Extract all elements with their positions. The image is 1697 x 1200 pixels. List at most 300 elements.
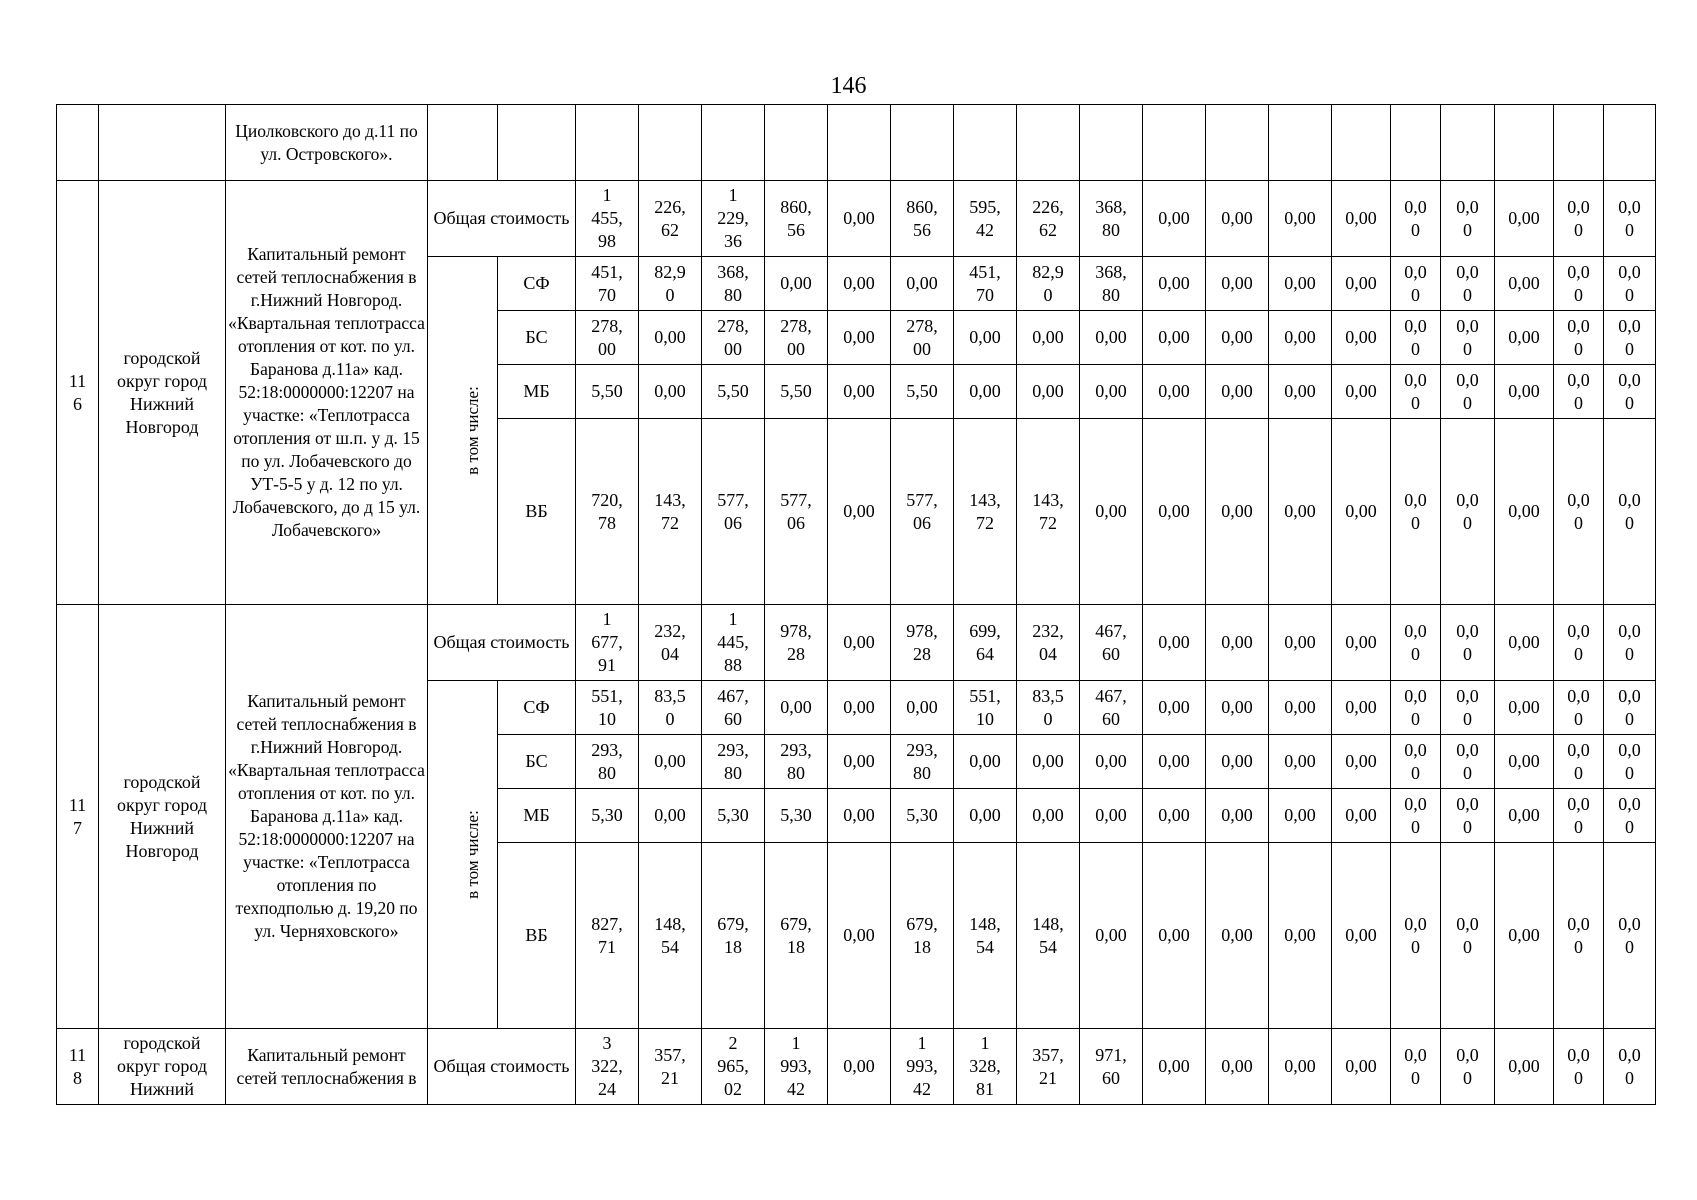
value-cell xyxy=(1441,105,1495,181)
value-line: 21 xyxy=(661,1067,679,1088)
zero-value: 0,0 xyxy=(1456,793,1479,814)
value-line: 21 xyxy=(1039,1067,1057,1088)
value-line: 0,00 xyxy=(906,697,938,717)
value-cell xyxy=(1554,257,1604,311)
value-cell xyxy=(1206,605,1269,681)
zero-value: 0 xyxy=(1574,392,1583,413)
including-label: в том числе: xyxy=(462,810,482,899)
value-line: 56 xyxy=(787,219,805,240)
value-line: 143, xyxy=(1032,489,1064,510)
value-cell xyxy=(576,1029,639,1105)
value-cell xyxy=(1206,105,1269,181)
value-line: 467, xyxy=(717,685,749,706)
table-row xyxy=(57,105,1656,181)
zero-value: 0 xyxy=(1463,708,1472,729)
value-cell xyxy=(1269,1029,1332,1105)
zero-value: 0,00 xyxy=(1508,501,1540,521)
value-line: 83,5 xyxy=(1032,685,1064,706)
zero-value: 0,00 xyxy=(1158,1056,1190,1076)
value-cell xyxy=(765,843,828,1029)
zero-value: 0 xyxy=(1625,708,1634,729)
zero-value: 0 xyxy=(1625,338,1634,359)
value-cell xyxy=(1554,843,1604,1029)
value-cell xyxy=(1495,257,1554,311)
table-row xyxy=(57,1029,1656,1105)
value-line: 0,00 xyxy=(843,501,875,521)
value-cell xyxy=(1269,181,1332,257)
value-line: 54 xyxy=(976,936,994,957)
zero-value: 0,0 xyxy=(1618,315,1641,336)
value-line: 0,00 xyxy=(969,327,1001,347)
value-line: 860, xyxy=(906,196,938,217)
value-line: 357, xyxy=(1032,1044,1064,1065)
value-cell xyxy=(1391,681,1441,735)
zero-value: 0,0 xyxy=(1618,1044,1641,1065)
zero-value: 0,00 xyxy=(1345,632,1377,652)
zero-value: 0,00 xyxy=(1158,632,1190,652)
value-cell xyxy=(891,105,954,181)
zero-value: 0 xyxy=(1463,219,1472,240)
value-cell xyxy=(702,311,765,365)
zero-value: 0 xyxy=(1411,708,1420,729)
value-line: 0,00 xyxy=(1032,327,1064,347)
total-cost-label: Общая стоимость xyxy=(428,181,576,257)
value-line: 2 xyxy=(728,1033,738,1053)
value-line: 0,00 xyxy=(1095,805,1127,825)
value-line: 24 xyxy=(598,1079,616,1099)
zero-value: 0,0 xyxy=(1618,739,1641,760)
value-cell xyxy=(1495,365,1554,419)
value-line: 0,00 xyxy=(843,1056,875,1076)
value-cell xyxy=(954,1029,1017,1105)
value-cell xyxy=(1332,605,1391,681)
value-cell xyxy=(1332,735,1391,789)
value-line: 0,00 xyxy=(843,273,875,293)
value-cell xyxy=(954,605,1017,681)
value-line: 83,5 xyxy=(654,685,686,706)
value-line: 62 xyxy=(661,219,679,240)
value-cell xyxy=(1441,789,1495,843)
value-line: 28 xyxy=(787,643,805,664)
zero-value: 0 xyxy=(1463,816,1472,837)
zero-value: 0,00 xyxy=(1158,381,1190,401)
value-cell xyxy=(1332,419,1391,605)
value-line: 322, xyxy=(591,1056,623,1076)
value-cell xyxy=(1604,843,1656,1029)
zero-value: 0,0 xyxy=(1567,1044,1590,1065)
value-line: 0,00 xyxy=(969,751,1001,771)
value-line: 551, xyxy=(969,685,1001,706)
value-cell xyxy=(891,605,954,681)
value-line: 04 xyxy=(661,643,679,664)
description-cell: Капитальный ремонт сетей теплоснабжения в г.Нижний Новгород. «Квартальная теплотрасса отопления от кот. по ул. Баранова д.11а» кад. 52:18:0000000:12207 на участке: «Теплотрасса отопления от ш.п. у д. 15 по ул. Лобачевского до УТ-5-5 у д. 12 по ул. Лобачевского, до д 15 ул. Лобачевского» xyxy=(226,181,428,605)
value-cell xyxy=(1143,843,1206,1029)
zero-value: 0,00 xyxy=(1221,805,1253,825)
value-cell xyxy=(891,419,954,605)
value-line: 1 xyxy=(980,1033,990,1053)
zero-value: 0 xyxy=(1411,1067,1420,1088)
value-cell xyxy=(1143,605,1206,681)
value-line: 293, xyxy=(906,739,938,760)
value-cell xyxy=(639,181,702,257)
value-cell xyxy=(1206,257,1269,311)
zero-value: 0 xyxy=(1574,936,1583,957)
zero-value: 0,00 xyxy=(1508,381,1540,401)
zero-value: 0,00 xyxy=(1158,925,1190,945)
zero-value: 0 xyxy=(1574,512,1583,533)
zero-value: 0 xyxy=(1463,392,1472,413)
value-line: 80 xyxy=(724,284,742,305)
funding-source-label: МБ xyxy=(498,789,576,843)
value-line: 0,00 xyxy=(843,327,875,347)
value-line: 54 xyxy=(661,936,679,957)
value-line: 143, xyxy=(969,489,1001,510)
value-cell xyxy=(1269,365,1332,419)
value-cell xyxy=(576,365,639,419)
value-cell xyxy=(1391,181,1441,257)
zero-value: 0,0 xyxy=(1567,739,1590,760)
value-cell xyxy=(828,605,891,681)
zero-value: 0 xyxy=(1625,392,1634,413)
value-line: 226, xyxy=(1032,196,1064,217)
value-line: 28 xyxy=(913,643,931,664)
zero-value: 0,0 xyxy=(1567,793,1590,814)
value-cell xyxy=(765,1029,828,1105)
value-cell xyxy=(1554,311,1604,365)
municipality-cell: городской округ город Нижний Новгород xyxy=(99,181,226,605)
value-cell xyxy=(1391,605,1441,681)
value-cell xyxy=(954,735,1017,789)
value-line: 98 xyxy=(598,231,616,251)
value-line: 7 xyxy=(73,817,82,838)
zero-value: 0 xyxy=(1625,284,1634,305)
zero-value: 0,00 xyxy=(1158,805,1190,825)
value-cell xyxy=(954,311,1017,365)
total-cost-label: Общая стоимость xyxy=(428,1029,576,1105)
value-cell xyxy=(1080,419,1143,605)
zero-value: 0,00 xyxy=(1508,805,1540,825)
description-cell: Циолковского до д.11 по ул. Островского». xyxy=(226,105,428,181)
value-line: 1 xyxy=(728,609,738,629)
value-line: 54 xyxy=(1039,936,1057,957)
value-cell xyxy=(765,605,828,681)
value-line: 0,00 xyxy=(843,381,875,401)
zero-value: 0,0 xyxy=(1567,261,1590,282)
value-line: 72 xyxy=(1039,512,1057,533)
value-cell xyxy=(828,681,891,735)
value-line: 18 xyxy=(724,936,742,957)
value-line: 278, xyxy=(906,315,938,336)
value-cell xyxy=(639,311,702,365)
value-cell xyxy=(828,735,891,789)
value-line: 06 xyxy=(787,512,805,533)
value-cell xyxy=(1391,1029,1441,1105)
value-line: 0,00 xyxy=(1095,501,1127,521)
zero-value: 0,00 xyxy=(1284,697,1316,717)
zero-value: 0,0 xyxy=(1567,196,1590,217)
zero-value: 0,00 xyxy=(1508,697,1540,717)
value-cell xyxy=(1206,365,1269,419)
value-line: 0,00 xyxy=(843,805,875,825)
value-line: 70 xyxy=(976,284,994,305)
funding-source-label: БС xyxy=(498,311,576,365)
value-cell xyxy=(702,257,765,311)
zero-value: 0 xyxy=(1574,338,1583,359)
value-line: 0 xyxy=(1043,284,1053,305)
value-line: 971, xyxy=(1095,1044,1127,1065)
zero-value: 0,0 xyxy=(1456,369,1479,390)
zero-value: 0,00 xyxy=(1345,381,1377,401)
value-cell xyxy=(1391,365,1441,419)
value-line: 5,50 xyxy=(780,381,812,401)
value-cell xyxy=(1017,681,1080,735)
value-cell xyxy=(954,181,1017,257)
value-line: 81 xyxy=(976,1079,994,1099)
page-number: 146 xyxy=(830,73,867,99)
value-line: 232, xyxy=(1032,620,1064,641)
value-cell xyxy=(828,181,891,257)
value-line: 0,00 xyxy=(906,273,938,293)
zero-value: 0,00 xyxy=(1158,501,1190,521)
value-line: 0,00 xyxy=(1095,327,1127,347)
value-cell xyxy=(1269,735,1332,789)
value-cell xyxy=(765,789,828,843)
value-line: 56 xyxy=(913,219,931,240)
value-cell xyxy=(1495,419,1554,605)
zero-value: 0,00 xyxy=(1508,751,1540,771)
value-line: 0,00 xyxy=(1032,381,1064,401)
value-cell xyxy=(1080,605,1143,681)
value-cell xyxy=(702,1029,765,1105)
value-line: 60 xyxy=(1102,708,1120,729)
value-line: 5,30 xyxy=(906,805,938,825)
table-row xyxy=(57,605,1656,681)
value-cell xyxy=(1441,735,1495,789)
value-line: 80 xyxy=(598,762,616,783)
zero-value: 0,0 xyxy=(1456,196,1479,217)
value-line: 80 xyxy=(1102,284,1120,305)
value-cell xyxy=(1495,605,1554,681)
zero-value: 0,00 xyxy=(1508,327,1540,347)
zero-value: 0 xyxy=(1411,816,1420,837)
value-cell xyxy=(954,843,1017,1029)
value-line: 229, xyxy=(717,208,749,228)
including-label-cell xyxy=(428,681,498,1029)
zero-value: 0,00 xyxy=(1221,1056,1253,1076)
value-cell xyxy=(1080,735,1143,789)
value-line: 0,00 xyxy=(1032,751,1064,771)
value-line: 368, xyxy=(1095,196,1127,217)
value-cell xyxy=(1080,365,1143,419)
zero-value: 0 xyxy=(1463,1067,1472,1088)
value-cell xyxy=(954,789,1017,843)
zero-value: 0,00 xyxy=(1158,208,1190,228)
value-line: 0,00 xyxy=(1095,381,1127,401)
value-line: 06 xyxy=(724,512,742,533)
value-cell xyxy=(1143,789,1206,843)
value-cell xyxy=(1495,843,1554,1029)
value-cell xyxy=(1554,605,1604,681)
value-cell xyxy=(1269,311,1332,365)
value-cell xyxy=(1604,105,1656,181)
zero-value: 0,0 xyxy=(1618,685,1641,706)
value-cell xyxy=(1554,181,1604,257)
zero-value: 0,0 xyxy=(1404,196,1427,217)
value-cell xyxy=(1269,257,1332,311)
value-cell xyxy=(1017,181,1080,257)
description-cell: Капитальный ремонт сетей теплоснабжения в г.Нижний Новгород. «Квартальная теплотрасса отопления от кот. по ул. Баранова д.11а» кад. 52:18:0000000:12207 на участке: «Теплотрасса отопления по техподполью д. 19,20 по ул. Черняховского» xyxy=(226,605,428,1029)
value-line: 60 xyxy=(724,708,742,729)
value-cell xyxy=(1206,181,1269,257)
value-line: 451, xyxy=(591,261,623,282)
value-cell xyxy=(1604,735,1656,789)
value-cell xyxy=(702,181,765,257)
value-line: 0,00 xyxy=(843,208,875,228)
value-cell xyxy=(576,419,639,605)
value-line: 72 xyxy=(976,512,994,533)
value-cell xyxy=(639,789,702,843)
zero-value: 0,00 xyxy=(1158,697,1190,717)
value-cell xyxy=(954,105,1017,181)
value-cell xyxy=(765,681,828,735)
value-line: 0,00 xyxy=(780,273,812,293)
value-line: 357, xyxy=(654,1044,686,1065)
zero-value: 0,00 xyxy=(1284,327,1316,347)
value-cell xyxy=(576,257,639,311)
zero-value: 0,00 xyxy=(1284,751,1316,771)
value-cell xyxy=(1441,311,1495,365)
zero-value: 0,0 xyxy=(1567,369,1590,390)
zero-value: 0,0 xyxy=(1456,913,1479,934)
zero-value: 0,0 xyxy=(1404,793,1427,814)
value-cell xyxy=(1143,735,1206,789)
value-cell xyxy=(1391,105,1441,181)
value-line: 82,9 xyxy=(1032,261,1064,282)
value-cell xyxy=(1554,105,1604,181)
value-cell xyxy=(1206,789,1269,843)
value-cell xyxy=(765,257,828,311)
value-line: 720, xyxy=(591,489,623,510)
value-line: 04 xyxy=(1039,643,1057,664)
value-line: 965, xyxy=(717,1056,749,1076)
zero-value: 0,00 xyxy=(1284,925,1316,945)
value-cell xyxy=(1604,1029,1656,1105)
value-cell xyxy=(1604,419,1656,605)
value-cell xyxy=(1080,681,1143,735)
zero-value: 0,0 xyxy=(1404,261,1427,282)
value-cell xyxy=(1391,257,1441,311)
value-cell xyxy=(1441,605,1495,681)
description-cell: Капитальный ремонт сетей теплоснабжения в xyxy=(226,1029,428,1105)
value-line: 0,00 xyxy=(1095,751,1127,771)
value-line: 00 xyxy=(787,338,805,359)
value-line: 00 xyxy=(913,338,931,359)
value-cell xyxy=(1391,843,1441,1029)
value-line: 36 xyxy=(724,231,742,251)
municipality-cell: городской округ город Нижний xyxy=(99,1029,226,1105)
value-line: 860, xyxy=(780,196,812,217)
zero-value: 0,00 xyxy=(1345,273,1377,293)
value-line: 91 xyxy=(598,655,616,675)
value-cell xyxy=(765,419,828,605)
zero-value: 0,00 xyxy=(1221,697,1253,717)
municipality-cell: городской округ город Нижний Новгород xyxy=(99,605,226,1029)
zero-value: 0 xyxy=(1574,219,1583,240)
zero-value: 0,00 xyxy=(1284,381,1316,401)
value-line: 80 xyxy=(787,762,805,783)
value-line: 455, xyxy=(591,208,623,228)
zero-value: 0,00 xyxy=(1345,697,1377,717)
value-cell xyxy=(1441,843,1495,1029)
value-cell xyxy=(828,257,891,311)
value-line: 5,50 xyxy=(717,381,749,401)
zero-value: 0,00 xyxy=(1345,208,1377,228)
value-cell xyxy=(765,365,828,419)
value-cell xyxy=(639,105,702,181)
zero-value: 0,00 xyxy=(1158,327,1190,347)
zero-value: 0 xyxy=(1411,762,1420,783)
zero-value: 0 xyxy=(1574,816,1583,837)
zero-value: 0 xyxy=(1411,392,1420,413)
value-line: 278, xyxy=(780,315,812,336)
value-line: 148, xyxy=(654,913,686,934)
value-line: 11 xyxy=(68,370,87,391)
funding-source-label: БС xyxy=(498,735,576,789)
value-cell xyxy=(1017,419,1080,605)
value-cell xyxy=(1269,843,1332,1029)
value-cell xyxy=(1143,181,1206,257)
value-cell xyxy=(1332,257,1391,311)
zero-value: 0,00 xyxy=(1221,327,1253,347)
value-line: 0,00 xyxy=(969,805,1001,825)
value-cell xyxy=(1604,257,1656,311)
value-line: 0,00 xyxy=(969,381,1001,401)
value-cell xyxy=(702,681,765,735)
zero-value: 0,0 xyxy=(1456,685,1479,706)
value-line: 5,50 xyxy=(906,381,938,401)
zero-value: 0,00 xyxy=(1221,751,1253,771)
value-cell xyxy=(1143,419,1206,605)
value-cell xyxy=(1332,365,1391,419)
zero-value: 0,0 xyxy=(1404,315,1427,336)
zero-value: 0,00 xyxy=(1284,273,1316,293)
value-line: 11 xyxy=(68,794,87,815)
value-line: 06 xyxy=(913,512,931,533)
value-cell xyxy=(954,419,1017,605)
value-line: 148, xyxy=(969,913,1001,934)
value-line: 6 xyxy=(73,393,82,414)
zero-value: 0,00 xyxy=(1345,751,1377,771)
zero-value: 0,0 xyxy=(1567,913,1590,934)
value-line: 18 xyxy=(913,936,931,957)
value-line: 1 xyxy=(917,1033,927,1053)
value-cell xyxy=(891,681,954,735)
zero-value: 0,0 xyxy=(1618,913,1641,934)
value-cell xyxy=(1495,181,1554,257)
zero-value: 0,00 xyxy=(1221,208,1253,228)
value-line: 5,30 xyxy=(780,805,812,825)
value-line: 78 xyxy=(598,512,616,533)
value-line: 993, xyxy=(780,1056,812,1076)
value-line: 0,00 xyxy=(843,925,875,945)
value-cell xyxy=(891,1029,954,1105)
zero-value: 0,00 xyxy=(1284,208,1316,228)
value-cell xyxy=(1604,605,1656,681)
zero-value: 0,0 xyxy=(1404,1044,1427,1065)
value-cell xyxy=(1604,311,1656,365)
value-cell xyxy=(1143,365,1206,419)
value-line: 60 xyxy=(1102,643,1120,664)
